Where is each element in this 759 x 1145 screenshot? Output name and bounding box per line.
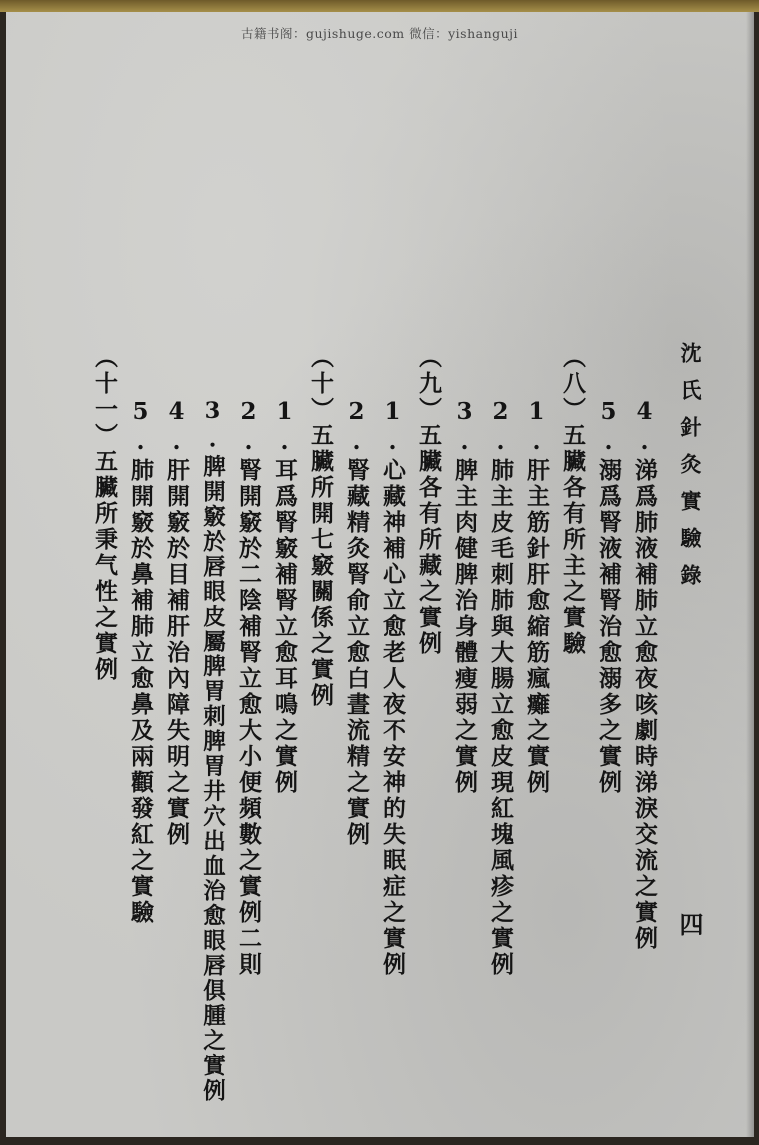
toc-line-15: 5.肺開竅於鼻補肺立愈鼻及兩顴發紅之實驗 [127,398,154,926]
watermark: 古籍书阁：gujishuge.com 微信：yishanguji [240,26,519,41]
page-number: 四 [675,912,704,939]
toc-line-6: 3.脾主肉健脾治身體瘦弱之實例 [451,398,478,796]
toc-line-2: 5.溺爲腎液補腎治愈溺多之實例 [595,398,622,796]
toc-line-8: 1.心藏神補心立愈老人夜不安神的失眠症之實例 [379,398,406,978]
toc-line-3: （八）五臟各有所主之實驗 [559,345,586,657]
toc-line-5: 2.肺主皮毛刺肺與大腸立愈皮現紅塊風疹之實例 [487,398,514,978]
toc-line-9: 2.腎藏精灸腎俞立愈白晝流精之實例 [343,398,370,848]
toc-line-10: （十）五臟所開七竅關係之實例 [307,345,334,709]
running-title: 沈氏針灸實驗錄 [678,342,703,601]
toc-line-14: 4.肝開竅於目補肝治內障失明之實例 [163,398,190,848]
page-edge-shadow [746,12,754,1137]
top-border-strip [0,0,759,12]
toc-line-13: 3.脾開竅於唇眼皮屬脾胃刺脾胃井穴出血治愈眼唇俱腫之實例 [199,398,226,1104]
toc-line-4: 1.肝主筋針肝愈縮筋瘋癱之實例 [523,398,550,796]
toc-line-11: 1.耳爲腎竅補腎立愈耳鳴之實例 [271,398,298,796]
toc-line-16: （十一）五臟所秉气性之實例 [91,345,118,683]
toc-line-12: 2.腎開竅於二陰補腎立愈大小便頻數之實例二則 [235,398,262,978]
toc-line-1: 4.涕爲肺液補肺立愈夜咳劇時涕淚交流之實例 [631,398,658,952]
toc-line-7: （九）五臟各有所藏之實例 [415,345,442,657]
